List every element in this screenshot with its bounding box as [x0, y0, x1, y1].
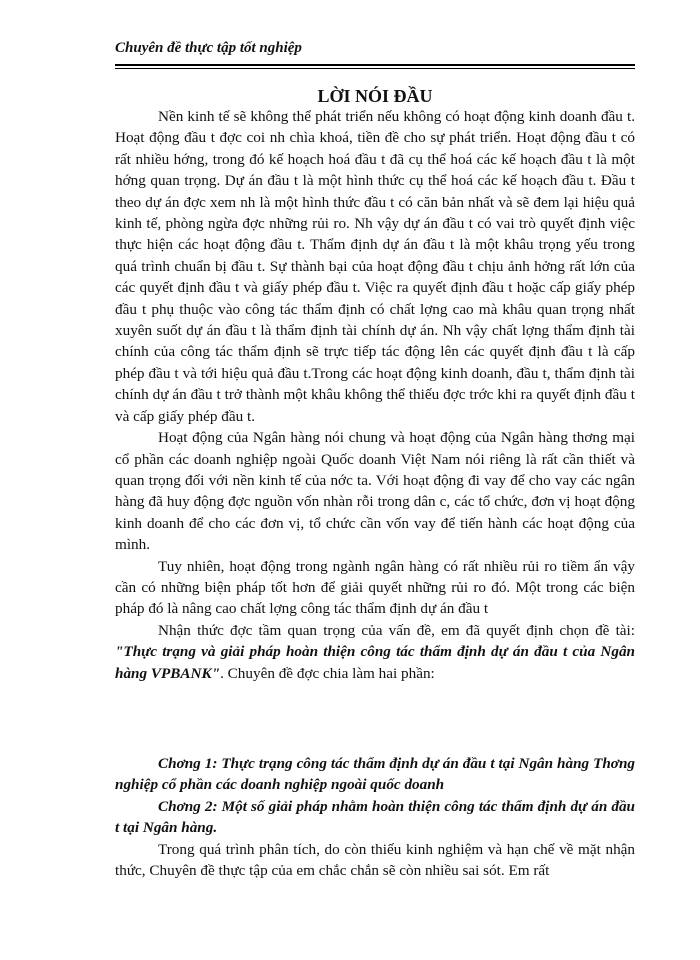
paragraph-1: Nền kinh tế sẽ không thể phát triển nếu không có hoạt động kinh doanh đầu t. Hoạt động đầu t đợc coi nh chìa khoá, tiền đề cho sự phát triển. Hoạt động đầu t có rất nhiều hớng, trong đó kế hoạch hoá đầu t đã cụ thể hoá các kế hoạch đầu t là một hớng quan trọng. Dự án đầu t là một hình thức cụ thể hoá các kế hoạch đầu t. Đầu t theo dự án đợc xem nh là một hình thức đầu t có căn bản nhất và sẽ đem lại hiệu quả kinh tế, phòng ngừa đợc những rủi ro. Nh vậy dự án đầu t có vai trò quyết định việc thực hiện các hoạt động đầu t. Thẩm định dự án đầu t là một khâu trọng yếu trong quá trình chuẩn bị đầu t. Sự thành bại của hoạt động đầu t chịu ảnh hởng rất lớn của các quyết định đầu t và giấy phép đầu t. Việc ra quyết định đầu t hoặc cấp giấy phép đầu t phụ thuộc vào công tác thẩm định có chất lợng cao mà khâu quan trọng nhất xuyên suốt dự án đầu t là thẩm định tài chính dự án. Nh vậy chất lợng thẩm định tài chính của công tác thẩm định sẽ trực tiếp tác động lên các quyết định đầu t là cấp phép đầu t và tới hiệu quả đầu t.Trong các hoạt động kinh doanh, đầu t, thẩm định tài chính dự án đầu t trở thành một khâu không thể thiếu đợc trớc khi ra quyết định đầu t và cấp giấy phép đầu t. [115, 108, 635, 425]
header-rule-thin [115, 68, 635, 69]
thesis-topic: "Thực trạng và giải pháp hoàn thiện công tác thẩm định dự án đầu t của Ngân hàng VPBANK" [115, 643, 635, 682]
paragraph-4 [115, 620, 635, 684]
page-header: Chuyên đề thực tập tốt nghiệp [115, 40, 302, 56]
paragraph-4-start: Nhận thức đợc tầm quan trọng của vấn đề, em đã quyết định chọn đề tài: [158, 621, 635, 639]
header-rule-thick [115, 64, 635, 66]
paragraph-3: Tuy nhiên, hoạt động trong ngành ngân hàng có rất nhiều rủi ro tiềm ẩn vậy cần có những biện pháp tốt hơn để giải quyết những rủi ro đó. Một trong các biện pháp đó là nâng cao chất lợng công tác thẩm định dự án đầu t [115, 557, 635, 618]
chapter-1: Chơng 1: Thực trạng công tác thẩm định dự án đầu t tại Ngân hàng Thơng nghiệp cổ phần các doanh nghiệp ngoài quốc doanh [115, 754, 635, 794]
chapter-2: Chơng 2: Một số giải pháp nhằm hoàn thiện công tác thẩm định dự án đầu t tại Ngân hàng. [115, 797, 635, 837]
document-title: LỜI NÓI ĐẦU [317, 86, 433, 106]
paragraph-2: Hoạt động của Ngân hàng nói chung và hoạt động của Ngân hàng thơng mại cổ phần các doanh nghiệp ngoài Quốc doanh Việt Nam nói riêng là rất cần thiết và quan trọng đối với nền kinh tế của nớc ta. Với hoạt động đi vay để cho vay các ngân hàng đã huy động đợc nguồn vốn nhàn rỗi trong dân c, các tổ chức, đơn vị hoạt động kinh doanh để cho các đơn vị, tổ chức cần vốn vay để tiến hành các hoạt động của mình. [115, 429, 635, 554]
paragraph-5: Trong quá trình phân tích, do còn thiếu kinh nghiệm và hạn chế về mặt nhận thức, Chuyên đề thực tập của em chắc chắn sẽ còn nhiều sai sót. Em rất [115, 840, 635, 879]
document-body [115, 106, 635, 881]
paragraph-4-end: . Chuyên đề đợc chia làm hai phần: [220, 664, 435, 682]
blank-gap [115, 684, 635, 753]
